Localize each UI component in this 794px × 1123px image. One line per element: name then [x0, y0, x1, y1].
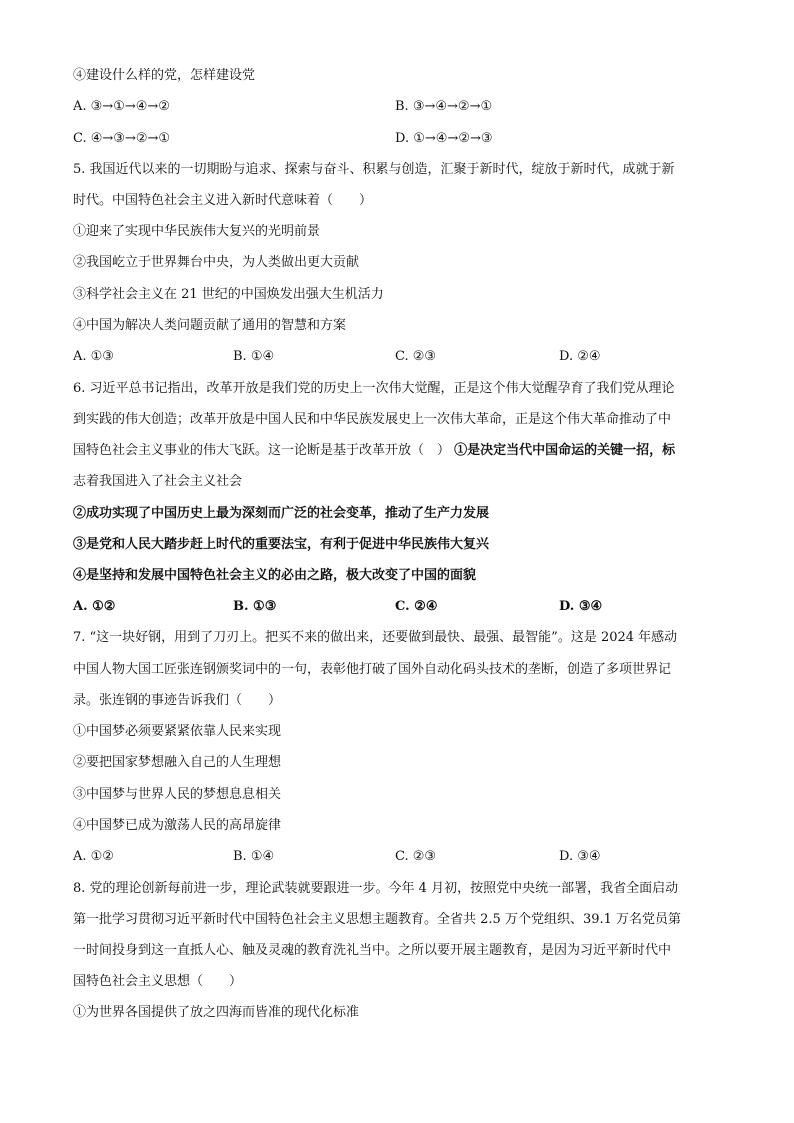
q8-item-1: ①为世界各国提供了放之四海而皆准的现代化标准: [73, 1005, 360, 1020]
q5-option-a: A. ①③: [73, 349, 114, 364]
q4-options-row-2: [73, 130, 723, 148]
q7-option-a: A. ①②: [73, 849, 114, 864]
q4-options-row-1: [73, 98, 723, 116]
q5-stem-line-2: 时代。中国特色社会主义进入新时代意味着（ ）: [73, 193, 373, 208]
q7-options: [73, 848, 723, 866]
q8-stem-line-4: 国特色社会主义思想（ ）: [73, 974, 243, 989]
q6-item-1-cont: 志着我国进入了社会主义社会: [73, 474, 243, 489]
q5-option-c: C. ②③: [395, 349, 437, 364]
q6-option-d: D. ③④: [559, 599, 603, 614]
q7-stem-line-3: 录。张连钢的事迹告诉我们（ ）: [73, 693, 282, 708]
q4-option-b: B. ③→④→②→①: [395, 99, 493, 114]
q6-stem-line-3: [73, 442, 723, 460]
q5-item-1: ①迎来了实现中华民族伟大复兴的光明前景: [73, 224, 321, 239]
q7-option-b: B. ①④: [233, 849, 275, 864]
q7-item-3: ③中国梦与世界人民的梦想息息相关: [73, 787, 282, 802]
q5-options: [73, 348, 723, 366]
q6-stem-line-1: 6. 习近平总书记指出，改革开放是我们党的历史上一次伟大觉醒，正是这个伟大觉醒孕育了我们党从理论: [73, 381, 675, 396]
q7-option-d: D. ③④: [559, 849, 601, 864]
q6-option-a: A. ①②: [73, 599, 116, 614]
q8-stem-line-1: 8. 党的理论创新每前进一步，理论武装就要跟进一步。今年 4 月初，按照党中央统一部署，我省全面启动: [73, 881, 679, 896]
q7-stem-line-1: 7. “这一块好钢，用到了刀刃上。把买不来的做出来，还要做到最快、最强、最智能”。这是 2024 年感动: [73, 630, 678, 645]
q5-option-b: B. ①④: [233, 349, 275, 364]
q7-stem-line-2: 中国人物大国工匠张连钢颁奖词中的一句，表彰他打破了国外自动化码头技术的垄断，创造了多项世界记: [73, 662, 672, 677]
q6-stem-line-2: 到实践的伟大创造；改革开放是中国人民和中华民族发展史上一次伟大革命，正是这个伟大革命推动了中: [73, 412, 672, 427]
q6-stem-line-3-text: 国特色社会主义事业的伟大飞跃。这一论断是基于改革开放（ ）: [73, 443, 451, 458]
q6-option-c: C. ②④: [395, 599, 438, 614]
q4-option-a: A. ③→①→④→②: [73, 99, 170, 114]
q8-stem-line-3: 一时间投身到这一直抵人心、触及灵魂的教育洗礼当中。之所以要开展主题教育，是因为习近平新时代中: [73, 943, 672, 958]
q5-item-2: ②我国屹立于世界舞台中央，为人类做出更大贡献: [73, 255, 360, 270]
q7-item-1: ①中国梦必须要紧紧依靠人民来实现: [73, 724, 282, 739]
q7-item-2: ②要把国家梦想融入自己的人生理想: [73, 755, 282, 770]
q6-item-3: ③是党和人民大踏步赶上时代的重要法宝，有利于促进中华民族伟大复兴: [73, 537, 490, 552]
q4-item-4: ④建设什么样的党，怎样建设党: [73, 68, 256, 83]
q6-option-b: B. ①③: [233, 599, 277, 614]
q8-stem-line-2: 第一批学习贯彻习近平新时代中国特色社会主义思想主题教育。全省共 2.5 万个党组织、39.1 万名党员第: [73, 912, 682, 927]
q6-options: [73, 598, 723, 616]
q5-item-4: ④中国为解决人类问题贡献了通用的智慧和方案: [73, 318, 347, 333]
q5-stem-line-1: 5. 我国近代以来的一切期盼与追求、探索与奋斗、积累与创造，汇聚于新时代，绽放于新时代，成就于新: [73, 162, 675, 177]
q7-option-c: C. ②③: [395, 849, 437, 864]
q4-option-c: C. ④→③→②→①: [73, 131, 171, 146]
q5-option-d: D. ②④: [559, 349, 601, 364]
q4-option-d: D. ①→④→②→③: [395, 131, 493, 146]
q7-item-4: ④中国梦已成为激荡人民的高昂旋律: [73, 818, 282, 833]
q6-item-4: ④是坚持和发展中国特色社会主义的必由之路，极大改变了中国的面貌: [73, 568, 477, 583]
q6-item-2: ②成功实现了中国历史上最为深刻而广泛的社会变革，推动了生产力发展: [73, 506, 490, 521]
q6-item-1: ①是决定当代中国命运的关键一招，标: [454, 443, 676, 458]
q5-item-3: ③科学社会主义在 21 世纪的中国焕发出强大生机活力: [73, 287, 384, 302]
